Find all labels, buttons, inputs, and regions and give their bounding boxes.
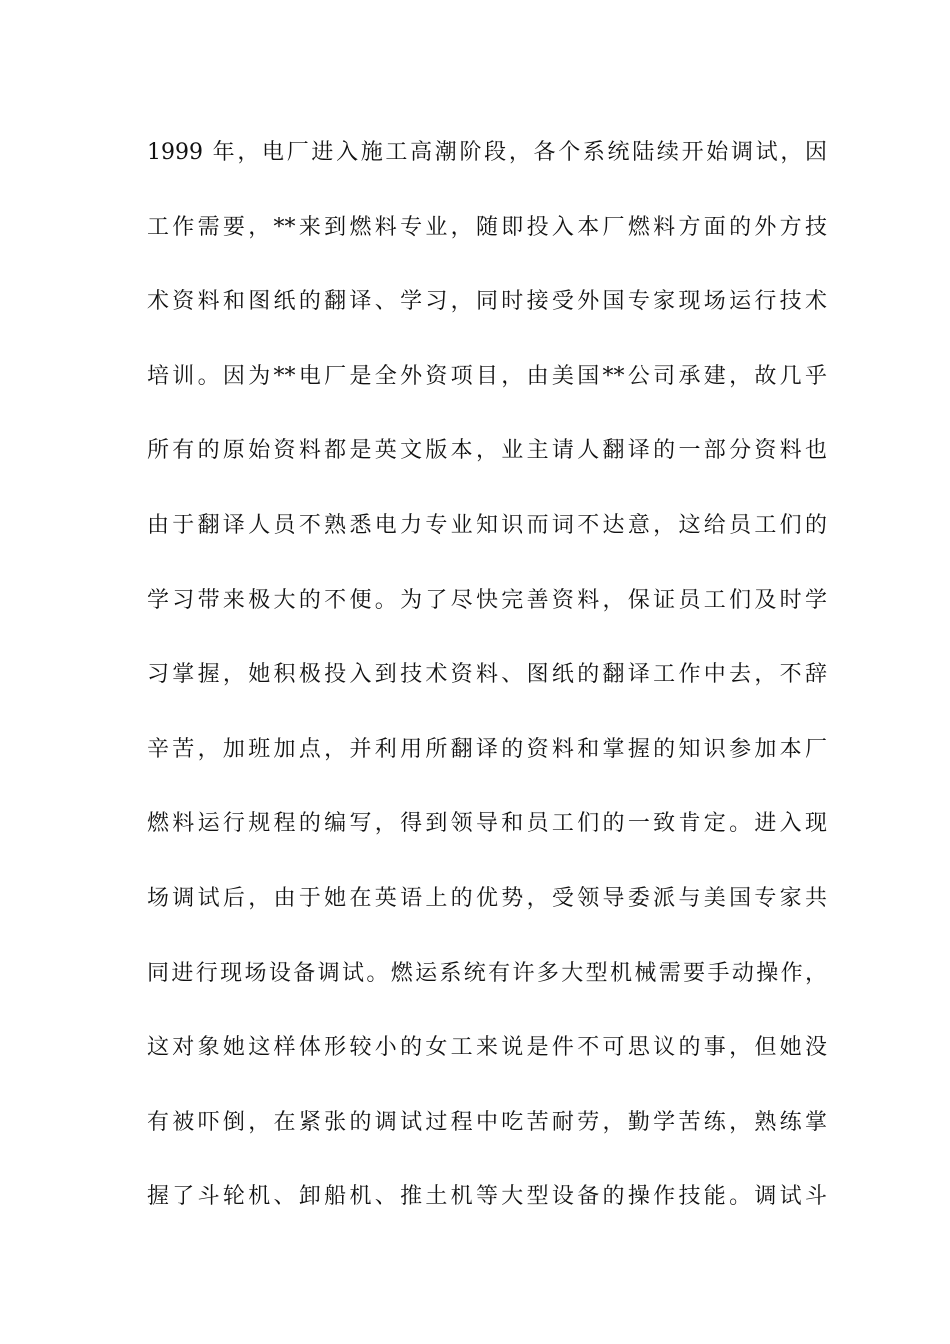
text-line-10: 燃料运行规程的编写，得到领导和员工们的一致肯定。进入现	[147, 811, 827, 837]
text-line-7: 学习带来极大的不便。为了尽快完善资料，保证员工们及时学	[147, 587, 827, 613]
text-line-12: 同进行现场设备调试。燃运系统有许多大型机械需要手动操作，	[147, 960, 827, 986]
text-line-1: 1999 年，电厂进入施工高潮阶段，各个系统陆续开始调试，因	[147, 140, 827, 165]
text-line-13: 这对象她这样体形较小的女工来说是件不可思议的事，但她没	[147, 1035, 827, 1061]
text-line-15: 握了斗轮机、卸船机、推土机等大型设备的操作技能。调试斗	[147, 1184, 827, 1210]
text-line-14: 有被吓倒，在紧张的调试过程中吃苦耐劳，勤学苦练，熟练掌	[147, 1109, 827, 1135]
text-line-11: 场调试后，由于她在英语上的优势，受领导委派与美国专家共	[147, 885, 827, 911]
text-line-9: 辛苦，加班加点，并利用所翻译的资料和掌握的知识参加本厂	[147, 736, 827, 762]
text-line-6: 由于翻译人员不熟悉电力专业知识而词不达意，这给员工们的	[147, 512, 827, 538]
text-line-5: 所有的原始资料都是英文版本，业主请人翻译的一部分资料也	[147, 438, 827, 464]
text-line-4: 培训。因为**电厂是全外资项目，由美国**公司承建，故几乎	[147, 363, 827, 389]
text-line-2: 工作需要，**来到燃料专业，随即投入本厂燃料方面的外方技	[147, 214, 827, 240]
body-paragraph	[147, 133, 827, 1252]
text-line-3: 术资料和图纸的翻译、学习，同时接受外国专家现场运行技术	[147, 289, 827, 315]
text-line-8: 习掌握，她积极投入到技术资料、图纸的翻译工作中去，不辞	[147, 662, 827, 688]
